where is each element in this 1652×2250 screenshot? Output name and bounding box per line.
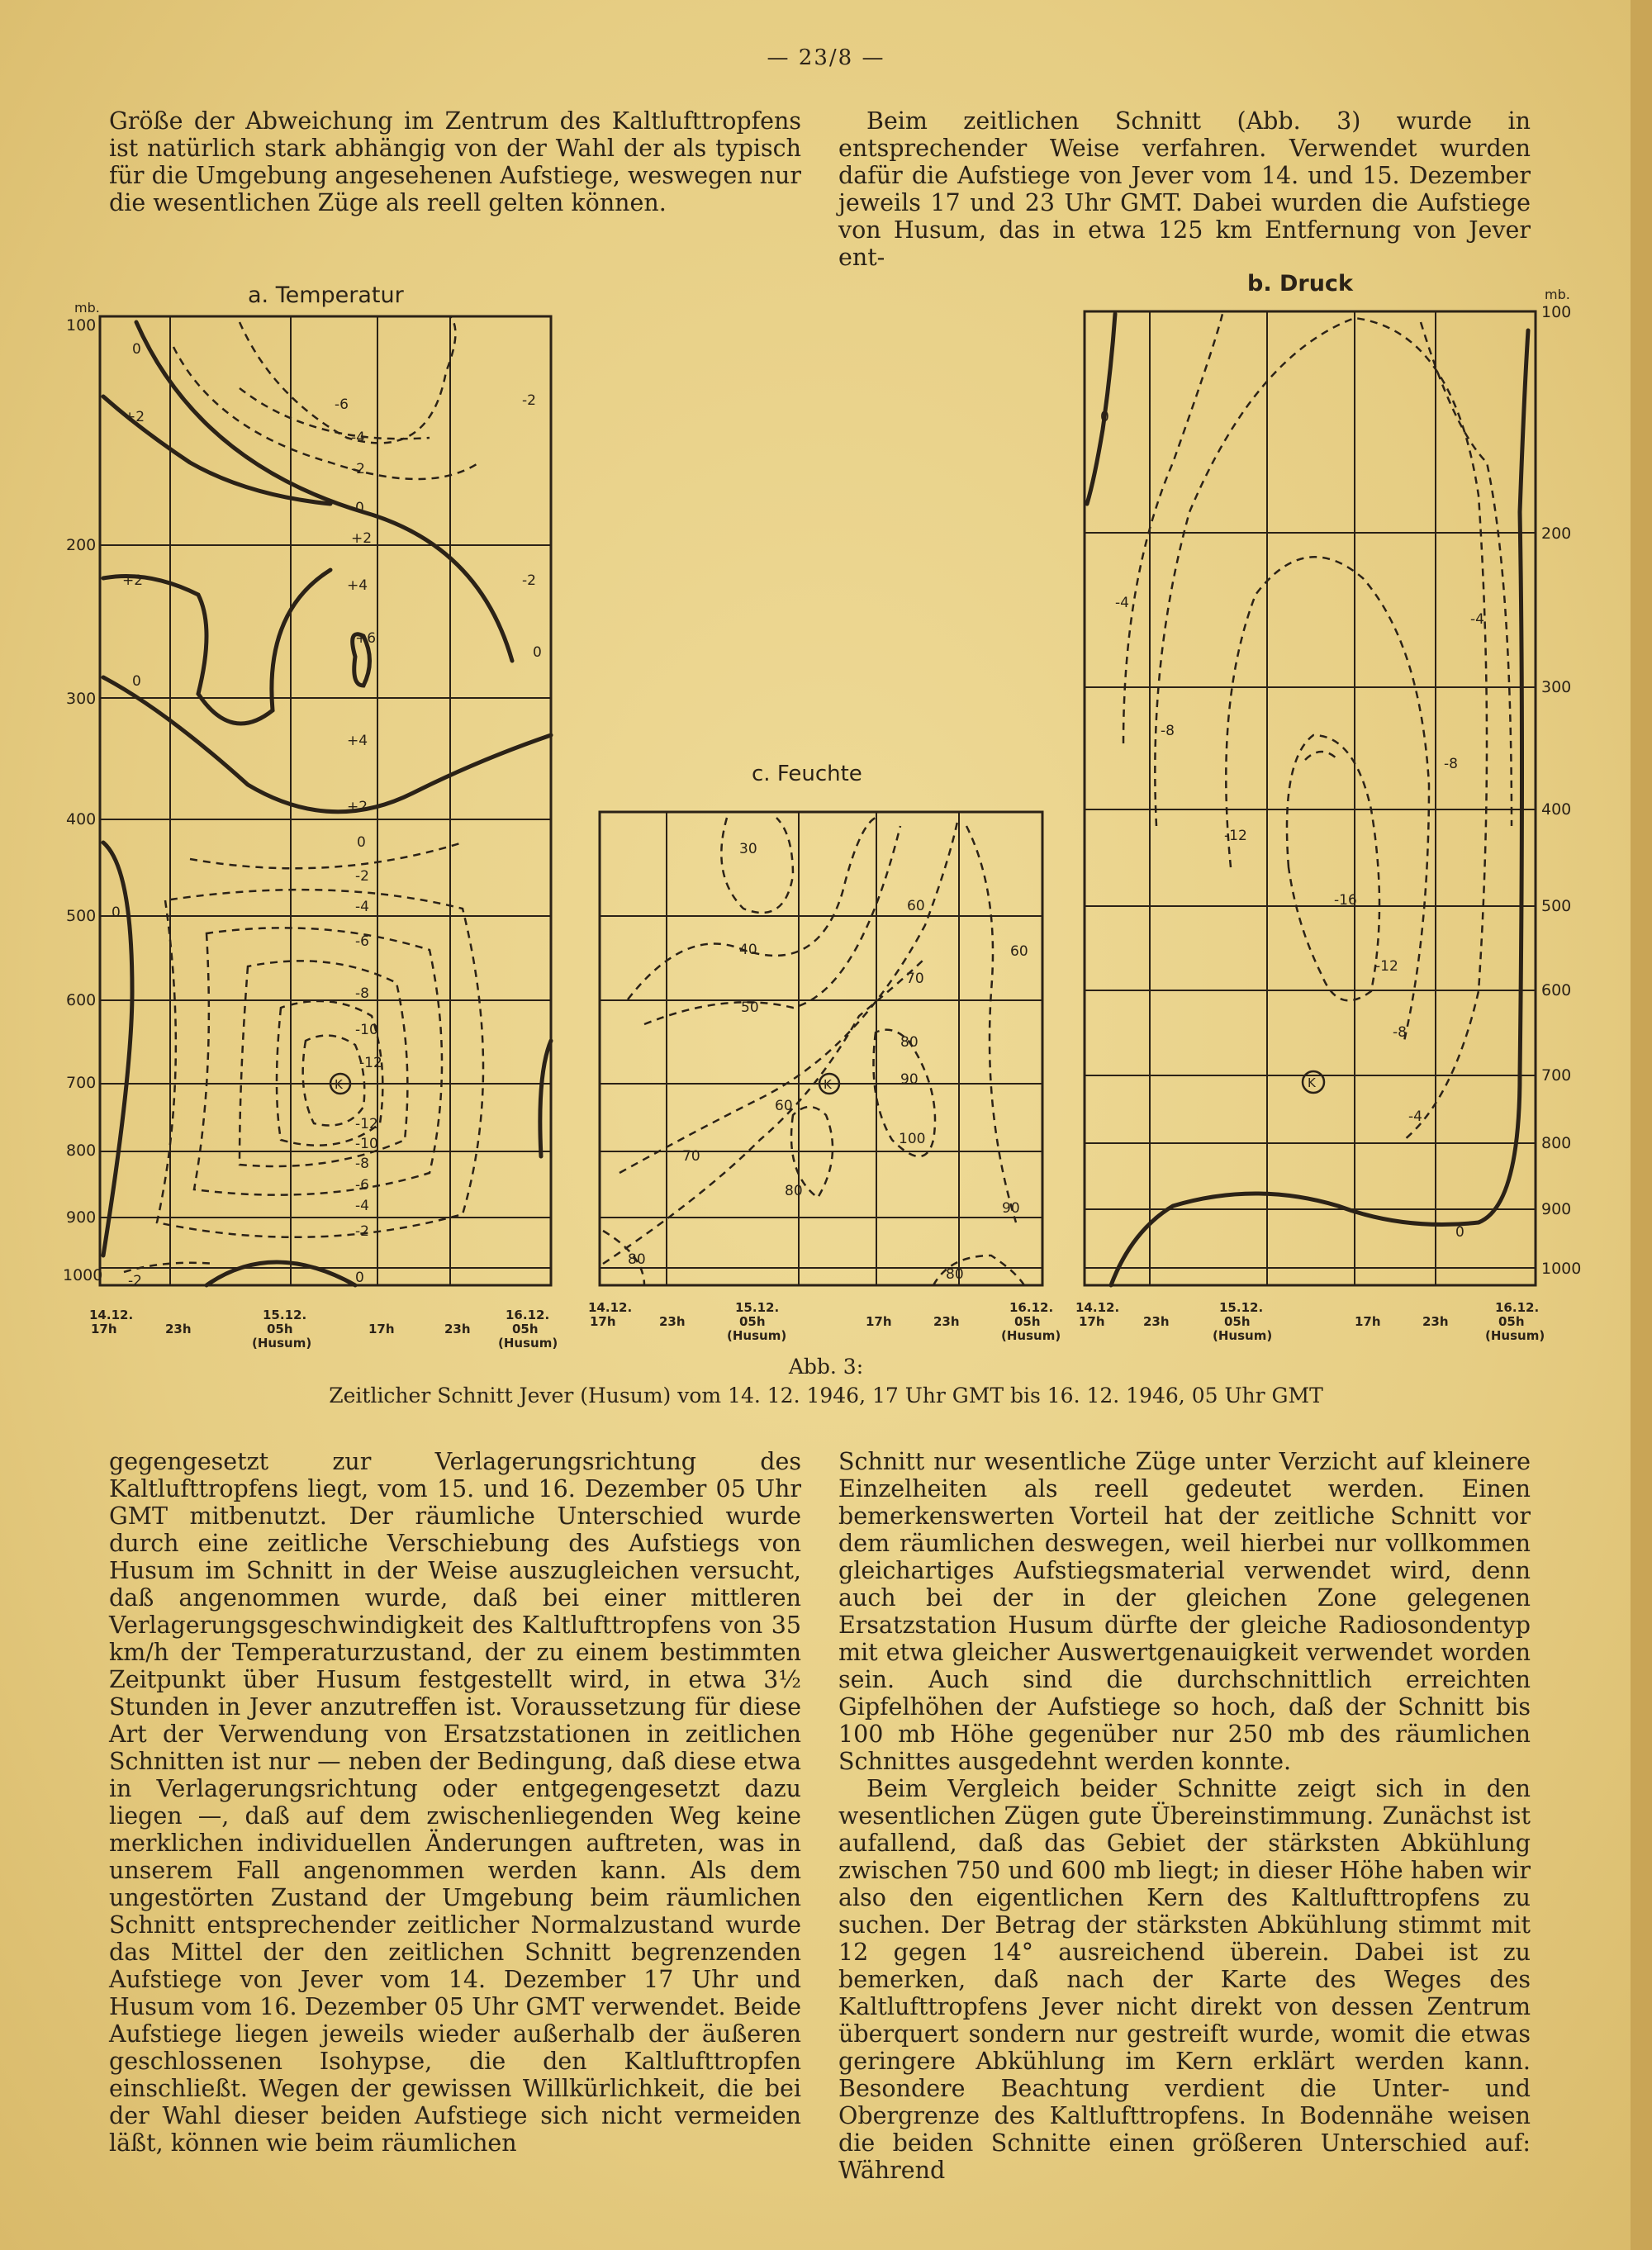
isotherm-label: -4	[355, 899, 369, 915]
time-label: 17h	[368, 1322, 395, 1336]
humidity-label: 80	[785, 1183, 803, 1199]
panel-b-isobars	[1087, 314, 1528, 1285]
panel-a-frame	[100, 316, 551, 1285]
pressure-label: 400	[1541, 800, 1572, 819]
humidity-label: 70	[682, 1148, 700, 1165]
isotherm-label: 0	[533, 644, 542, 661]
time-label: 17h	[866, 1314, 892, 1329]
isobar-label: -4	[1115, 595, 1129, 611]
isotherm-label: -10	[355, 1136, 378, 1152]
isotherm-label: -2	[355, 868, 369, 885]
time-label: (Husum)	[727, 1328, 787, 1343]
time-label: 17h	[590, 1314, 616, 1329]
figure-label: Abb. 3:	[788, 1355, 864, 1379]
humidity-label: 80	[900, 1034, 919, 1051]
pressure-label: 300	[1541, 678, 1572, 696]
humidity-label: 100	[899, 1131, 926, 1147]
humidity-label: 70	[906, 971, 924, 987]
humidity-label: 80	[946, 1266, 964, 1283]
panel-c-isoline-labels	[628, 841, 1028, 1283]
time-label: 23h	[1143, 1314, 1170, 1329]
isotherm-label: -10	[355, 1022, 378, 1038]
kern-label: K	[335, 1077, 343, 1092]
isotherm-label: 0	[132, 673, 141, 690]
pressure-label: 600	[66, 991, 97, 1009]
panel-temperatur	[63, 282, 551, 1289]
isotherm-label: -2	[128, 1273, 142, 1289]
pressure-label: 1000	[63, 1266, 103, 1284]
panel-b-grid	[1085, 311, 1536, 1285]
isobar-label: -12	[1224, 828, 1247, 844]
humidity-label: 80	[628, 1251, 646, 1268]
time-label: 17h	[1079, 1314, 1105, 1329]
isotherm-label: +4	[347, 733, 368, 749]
isotherm-label: 0	[132, 341, 141, 358]
pressure-label: 500	[1541, 897, 1572, 915]
panel-druck	[1085, 271, 1581, 1285]
isotherm-label: -4	[355, 1198, 369, 1214]
isobar-label: -8	[1393, 1024, 1407, 1041]
isobar-label: -12	[1375, 958, 1398, 975]
time-label: 05h	[739, 1314, 766, 1329]
pressure-label: 800	[1541, 1134, 1572, 1152]
time-label: 23h	[1422, 1314, 1449, 1329]
time-label: 15.12.	[1219, 1300, 1264, 1315]
time-label: (Husum)	[1213, 1328, 1273, 1343]
panel-b-title: b. Druck	[1247, 271, 1353, 297]
pressure-label: 800	[66, 1142, 97, 1160]
isotherm-label: +2	[124, 409, 145, 425]
pressure-label: 700	[1541, 1066, 1572, 1085]
paragraph: Größe der Abweichung im Zentrum des Kaltlufttropfens ist natürlich stark abhängig von der Wahl der als typisch für die Umgebung angesehenen Aufstiege, weswegen nur die wesentlichen Züge als reell gelten können.	[109, 107, 801, 216]
time-label: 16.12.	[1495, 1300, 1540, 1315]
kern-label: K	[1308, 1075, 1316, 1090]
pressure-label: 600	[1541, 981, 1572, 999]
time-label: 14.12.	[1075, 1300, 1120, 1315]
pressure-label: 900	[1541, 1200, 1572, 1218]
time-label: 05h	[1014, 1314, 1041, 1329]
time-axis-labels	[89, 1300, 1545, 1350]
isotherm-label: +4	[347, 577, 368, 594]
paragraph: gegengesetzt zur Verlagerungsrichtung des Kaltlufttropfens liegt, vom 15. und 16. Dezember 05 Uhr GMT mitbenutzt. Der räumliche Unterschied wurde durch eine zeitliche Verschiebung des Aufstiegs von Husum im Schnitt in der Weise auszugleichen versucht, daß angenommen wurde, daß bei einer mittleren Verlagerungsgeschwindigkeit des Kaltlufttropfens von 35 km/h der Temperaturzustand, der zu einem bestimmten Zeitpunkt über Husum festgestellt wird, in etwa 3½ Stunden in Jever anzutreffen ist. Voraussetzung für diese Art der Verwendung von Ersatzstationen in zeitlichen Schnitten ist nur — neben der Bedingung, daß diese etwa in Verlagerungsrichtung oder entgegengesetzt dazu liegen —, daß auf dem zwischenliegenden Weg keine merklichen individuellen Änderungen auftreten, was in unserem Fall angenommen werden kann. Als dem ungestörten Zustand der Umgebung beim räumlichen Schnitt entsprechender zeitlicher Normalzustand wurde das Mittel der den zeitlichen Schnitt begrenzenden Aufstiege von Jever vom 14. Dezember 17 Uhr und Husum vom 16. Dezember 05 Uhr GMT verwendet. Beide Aufstiege liegen jeweils wieder außerhalb der äußeren geschlossenen Isohypse, die den Kaltlufttropfen einschließt. Wegen der gewissen Willkürlichkeit, die bei der Wahl dieser beiden Aufstiege sich nicht vermeiden läßt, können wie beim räumlichen	[109, 1448, 801, 2157]
time-label: (Husum)	[1485, 1328, 1545, 1343]
paragraph: Schnitt nur wesentliche Züge unter Verzicht auf kleinere Einzelheiten als reell gedeutet werden. Einen bemerkenswerten Vorteil hat der zeitliche Schnitt vor dem räumlichen deswegen, weil hierbei nur vollkommen gleichartiges Aufstiegsmaterial verwendet wird, denn auch bei der in der gleichen Zone gelegenen Ersatzstation Husum dürfte der gleiche Radiosondentyp mit etwa gleicher Auswertgenauigkeit verwendet worden sein. Auch sind die durchschnittlich erreichten Gipfelhöhen der Aufstiege so hoch, daß der Schnitt bis 100 mb Höhe gegenüber nur 250 mb des räumlichen Schnittes ausgedehnt werden konnte.	[838, 1448, 1531, 1775]
isotherm-label: -2	[522, 572, 536, 589]
time-label: 14.12.	[588, 1300, 633, 1315]
humidity-label: 40	[739, 942, 757, 958]
time-label: 23h	[933, 1314, 960, 1329]
isotherm-label: 0	[112, 904, 121, 921]
time-label: 16.12.	[506, 1308, 550, 1322]
time-label: 14.12.	[89, 1308, 134, 1322]
panel-a-title: a. Temperatur	[248, 282, 404, 308]
time-label: (Husum)	[252, 1336, 312, 1350]
isotherm-label: +6	[355, 630, 377, 647]
isobar-label: 0	[1455, 1224, 1464, 1241]
panel-a-pressure-labels	[63, 316, 102, 1284]
isotherm-label: -12	[359, 1055, 382, 1071]
isotherm-label: +2	[351, 530, 373, 547]
kern-label: K	[824, 1077, 832, 1092]
panel-b-pressure-labels	[1541, 303, 1581, 1278]
isotherm-label: -2	[522, 392, 536, 409]
pressure-label: 100	[66, 316, 97, 335]
time-label: (Husum)	[1001, 1328, 1061, 1343]
panel-b-unit: mb.	[1545, 287, 1570, 302]
isobar-label: 0	[1100, 409, 1109, 425]
time-label: 23h	[165, 1322, 192, 1336]
humidity-label: 60	[907, 898, 925, 914]
pressure-label: 1000	[1541, 1260, 1582, 1278]
text-column-bottom-left	[109, 1448, 801, 2157]
isotherm-label: -4	[351, 430, 365, 446]
panel-c-title: c. Feuchte	[752, 762, 862, 786]
time-label: 15.12.	[263, 1308, 307, 1322]
isobar-label: -8	[1161, 723, 1175, 739]
panel-a-unit: mb.	[74, 300, 100, 316]
panel-c-grid	[600, 812, 1042, 1285]
isotherm-label: -2	[351, 461, 365, 477]
isotherm-label: 0	[357, 834, 366, 851]
pressure-label: 900	[66, 1208, 97, 1227]
time-label: 17h	[1355, 1314, 1381, 1329]
isotherm-label: -8	[355, 1156, 369, 1172]
pressure-label: 400	[66, 810, 97, 828]
time-label: 23h	[444, 1322, 471, 1336]
time-label: 16.12.	[1009, 1300, 1054, 1315]
isobar-label: -16	[1334, 892, 1357, 909]
figure-caption: Zeitlicher Schnitt Jever (Husum) vom 14. 12. 1946, 17 Uhr GMT bis 16. 12. 1946, 05 Uhr GMT	[329, 1384, 1323, 1407]
panel-a-grid	[100, 316, 551, 1285]
page-number: — 23/8 —	[767, 45, 885, 70]
time-label: (Husum)	[498, 1336, 558, 1350]
isotherm-label: -2	[355, 1223, 369, 1240]
time-label: 05h	[512, 1322, 539, 1336]
isotherm-label: 0	[355, 1270, 364, 1286]
pressure-label: 500	[66, 907, 97, 925]
panel-feuchte	[600, 762, 1042, 1285]
isobar-label: -8	[1444, 756, 1458, 772]
isotherm-label: -8	[355, 985, 369, 1002]
isotherm-label: 0	[355, 500, 364, 516]
pressure-label: 100	[1541, 303, 1572, 321]
time-label: 05h	[267, 1322, 293, 1336]
humidity-label: 50	[741, 999, 759, 1016]
time-label: 05h	[1224, 1314, 1251, 1329]
pressure-label: 200	[1541, 525, 1572, 543]
isotherm-label: -6	[355, 1177, 369, 1194]
humidity-label: 60	[775, 1098, 793, 1114]
humidity-label: 90	[900, 1071, 919, 1088]
pressure-label: 200	[66, 536, 97, 554]
time-label: 05h	[1498, 1314, 1525, 1329]
isotherm-label: -6	[335, 396, 349, 413]
isobar-label: -4	[1408, 1108, 1422, 1125]
time-label: 17h	[91, 1322, 117, 1336]
time-label: 23h	[659, 1314, 686, 1329]
time-label: 15.12.	[735, 1300, 780, 1315]
pressure-label: 300	[66, 690, 97, 708]
panel-b-frame	[1085, 311, 1536, 1285]
isotherm-label: -12	[355, 1116, 378, 1132]
pressure-label: 700	[66, 1074, 97, 1092]
isotherm-label: +2	[122, 572, 144, 589]
isobar-label: -4	[1470, 611, 1484, 628]
humidity-label: 60	[1010, 943, 1028, 960]
paragraph: Beim Vergleich beider Schnitte zeigt sich in den wesentlichen Zügen gute Übereinstimmung. Zunächst ist aufallend, daß das Gebiet der stärksten Abkühlung zwischen 750 und 600 mb liegt; in dieser Höhe haben wir also den eigentlichen Kern des Kaltlufttropfens zu suchen. Der Betrag der stärksten Abkühlung stimmt mit 12 gegen 14° ausreichend überein. Dabei ist zu bemerken, daß nach der Karte des Weges des Kaltlufttropfens Jever nicht direkt von dessen Zentrum überquert sondern nur gestreift wurde, womit die etwas geringere Abkühlung im Kern erklärt werden kann. Besondere Beachtung verdient die Unter- und Obergrenze des Kaltlufttropfens. In Bodennähe weisen die beiden Schnitte einen größeren Unterschied auf: Während	[838, 1775, 1531, 2184]
text-column-bottom-right	[838, 1448, 1531, 2184]
isotherm-label: -6	[355, 933, 369, 950]
humidity-label: 30	[739, 841, 757, 857]
paragraph: Beim zeitlichen Schnitt (Abb. 3) wurde in entsprechender Weise verfahren. Verwendet wurden dafür die Aufstiege von Jever vom 14. und 15. Dezember jeweils 17 und 23 Uhr GMT. Dabei wurden die Aufstiege von Husum, das in etwa 125 km Entfernung von Jever ent-	[838, 107, 1531, 271]
humidity-label: 90	[1002, 1200, 1020, 1217]
isotherm-label: +2	[347, 799, 368, 815]
